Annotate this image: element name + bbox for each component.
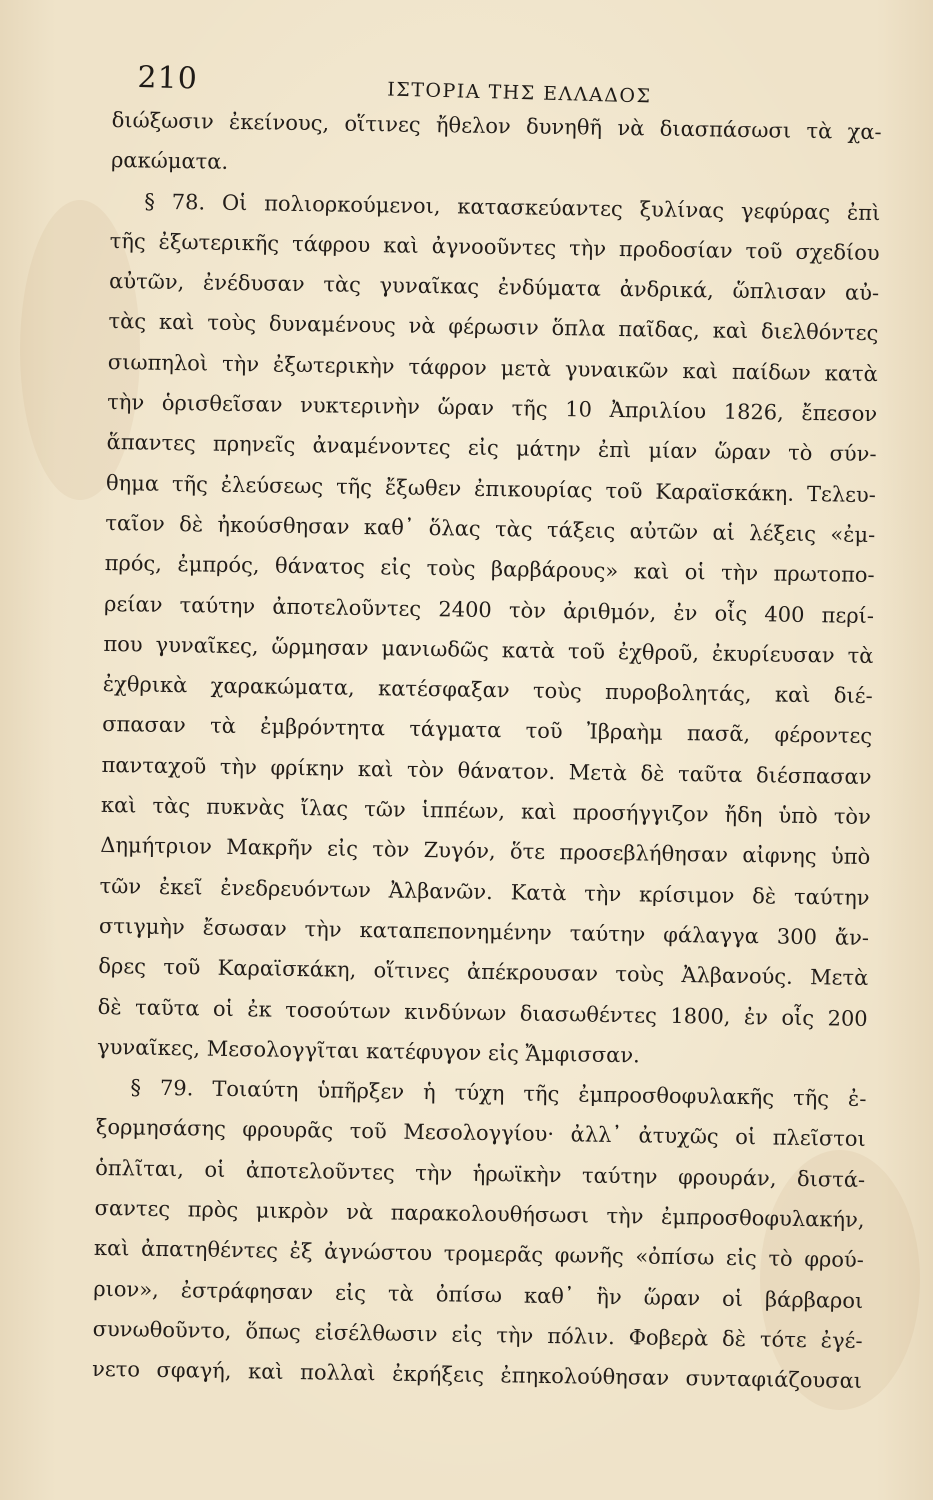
text-line: δὲ ταῦτα οἱ ἐκ τοσούτων κινδύνων διασωθέντες 1800, ἐν οἷς 200 xyxy=(97,994,868,1031)
text-line: πρός, ἐμπρός, θάνατος εἰς τοὺς βαρβάρους» καὶ οἱ τὴν πρωτοπο- xyxy=(104,551,875,588)
text-line: που γυναῖκες, ὥρμησαν μανιωδῶς κατὰ τοῦ ἐχθροῦ, ἐκυρίευσαν τὰ xyxy=(103,631,874,668)
text-line: ταῖον δὲ ἠκούσθησαν καθ᾽ ὅλας τὰς τάξεις αὐτῶν αἱ λέξεις «ἐμ- xyxy=(105,510,876,548)
text-line: ἅπαντες πρηνεῖς ἀναμένοντες εἰς μάτην ἐπὶ μίαν ὥραν τὸ σύν- xyxy=(106,430,877,467)
text-line: πανταχοῦ τὴν φρίκην καὶ τὸν θάνατον. Μετὰ δὲ ταῦτα διέσπασαν xyxy=(101,752,872,789)
text-line: ρείαν ταύτην ἀποτελοῦντες 2400 τὸν ἀριθμόν, ἐν οἷς 400 περί- xyxy=(103,591,875,628)
text-line: ξορμησάσης φρουρᾶς τοῦ Μεσολογγίου· ἀλλ᾽ ἀτυχῶς οἱ πλεῖστοι xyxy=(95,1115,866,1152)
body-text xyxy=(92,100,882,1401)
text-line: ὁπλῖται, οἱ ἀποτελοῦντες τὴν ἡρωϊκὴν ταύτην φρουράν, διστά- xyxy=(95,1155,866,1192)
text-line: αὐτῶν, ἐνέδυσαν τὰς γυναῖκας ἐνδύματα ἀνδρικά, ὥπλισαν αὐ- xyxy=(108,269,880,306)
text-line: συνωθοῦντο, ὅπως εἰσέλθωσιν εἰς τὴν πόλιν. Φοβερὰ δὲ τότε ἐγέ- xyxy=(92,1316,863,1353)
text-line: δρες τοῦ Καραϊσκάκη, οἵτινες ἀπέκρουσαν τοὺς Ἀλβανούς. Μετὰ xyxy=(98,954,869,991)
text-line: διώξωσιν ἐκείνους, οἵτινες ἤθελον δυνηθῆ νὰ διασπάσωσι τὰ χα- xyxy=(111,107,882,145)
text-line: ριον», ἐστράφησαν εἰς τὰ ὀπίσω καθ᾽ ἣν ὥραν οἱ βάρβαροι xyxy=(93,1276,864,1313)
text-line: στιγμὴν ἔσωσαν τὴν καταπεπονημένην ταύτην φάλαγγα 300 ἄν- xyxy=(98,913,870,950)
paragraph-78-start: § 78. Οἱ πολιορκούμενοι, κατασκεύαντες ξυλίνας γεφύρας ἐπὶ xyxy=(144,189,881,225)
text-line: σπασαν τὰ ἐμβρόντητα τάγματα τοῦ Ἰβραὴμ πασᾶ, φέροντες xyxy=(102,712,873,749)
text-line: νετο σφαγή, καὶ πολλαὶ ἐκρήξεις ἐπηκολούθησαν συνταφιάζουσαι xyxy=(91,1357,863,1394)
text-line: σιωπηλοὶ τὴν ἐξωτερικὴν τάφρον μετὰ γυναικῶν καὶ παίδων κατὰ xyxy=(107,349,878,386)
text-line: Δημήτριον Μακρῆν εἰς τὸν Ζυγόν, ὅτε προσεβλήθησαν αἰφνης ὑπὸ xyxy=(100,833,871,870)
text-line: τῶν ἐκεῖ ἐνεδρευόντων Ἀλβανῶν. Κατὰ τὴν κρίσιμον δὲ ταύτην xyxy=(99,873,870,910)
text-line: ρακώματα. xyxy=(110,148,229,175)
text-line: τῆς ἐξωτερικῆς τάφρου καὶ ἀγνοοῦντες τὴν προδοσίαν τοῦ σχεδίου xyxy=(109,228,880,265)
text-line: γυναῖκες, Μεσολογγῖται κατέφυγον εἰς Ἄμφισσαν. xyxy=(96,1034,640,1068)
running-head: ΙΣΤΟΡΙΑ ΤΗΣ ΕΛΛΑΔΟΣ xyxy=(387,78,652,108)
text-line: τὴν ὁρισθεῖσαν νυκτερινὴν ὥραν τῆς 10 Ἀπριλίου 1826, ἔπεσον xyxy=(107,390,878,427)
paragraph-79-start: § 79. Τοιαύτη ὑπῆρξεν ἡ τύχη τῆς ἐμπροσθοφυλακῆς τῆς ἐ- xyxy=(130,1075,867,1112)
text-line: καὶ τὰς πυκνὰς ἴλας τῶν ἱππέων, καὶ προσήγγιζον ἤδη ὑπὸ τὸν xyxy=(100,792,872,830)
page-number: 210 xyxy=(137,60,199,97)
text-line: σαντες πρὸς μικρὸν νὰ παρακολουθήσωσι τὴν ἐμπροσθοφυλακήν, xyxy=(94,1195,865,1232)
text-line: ἐχθρικὰ χαρακώματα, κατέσφαξαν τοὺς πυροβολητάς, καὶ διέ- xyxy=(102,672,873,709)
text-line: καὶ ἀπατηθέντες ἐξ ἀγνώστου τρομερᾶς φωνῆς «ὀπίσω εἰς τὸ φρού- xyxy=(93,1236,865,1273)
text-line: τὰς καὶ τοὺς δυναμένους νὰ φέρωσιν ὅπλα παῖδας, καὶ διελθόντες xyxy=(108,309,879,346)
text-line: θημα τῆς ἐλεύσεως τῆς ἔξωθεν ἐπικουρίας τοῦ Καραϊσκάκη. Τελευ- xyxy=(105,470,877,507)
